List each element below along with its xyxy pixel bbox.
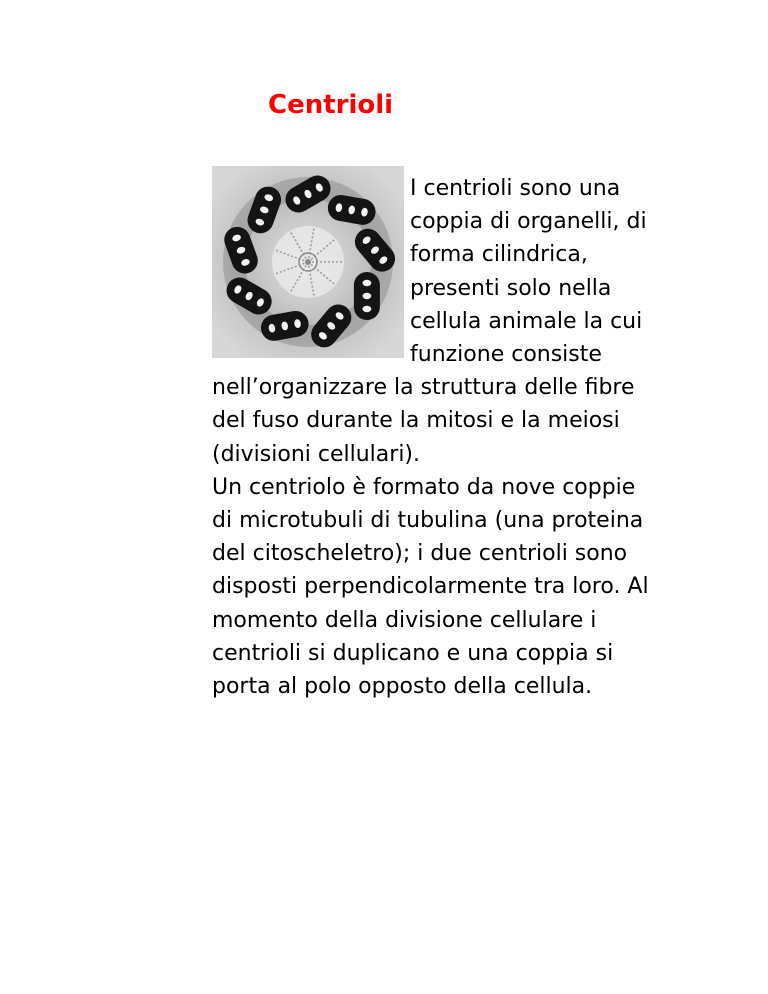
body-text-line: presenti solo nella xyxy=(410,276,612,301)
body-text-line: Un centriolo è formato da nove coppie xyxy=(212,475,636,500)
body-text-line: porta al polo opposto della cellula. xyxy=(212,674,593,699)
body-text-line: del citoscheletro); i due centrioli sono xyxy=(212,541,628,566)
body-text-line: disposti perpendicolarmente tra loro. Al xyxy=(212,574,649,599)
body-text-line: forma cilindrica, xyxy=(410,242,588,267)
body-text-line: momento della divisione cellulare i xyxy=(212,608,597,633)
body-text-line: del fuso durante la mitosi e la meiosi xyxy=(212,408,620,433)
body-text-line: di microtubuli di tubulina (una proteina xyxy=(212,508,644,533)
page-title: Centrioli xyxy=(268,90,394,120)
body-text-line: coppia di organelli, di xyxy=(410,209,647,234)
centriole-cross-section-image xyxy=(212,166,404,358)
body-text-line: (divisioni cellulari). xyxy=(212,442,421,467)
body-text-line: funzione consiste xyxy=(410,342,602,367)
body-text-line: cellula animale la cui xyxy=(410,309,643,334)
body-text-line: centrioli si duplicano e una coppia si xyxy=(212,641,614,666)
body-text-line: I centrioli sono una xyxy=(410,176,621,201)
body-text-line: nell’organizzare la struttura delle fibre xyxy=(212,375,635,400)
